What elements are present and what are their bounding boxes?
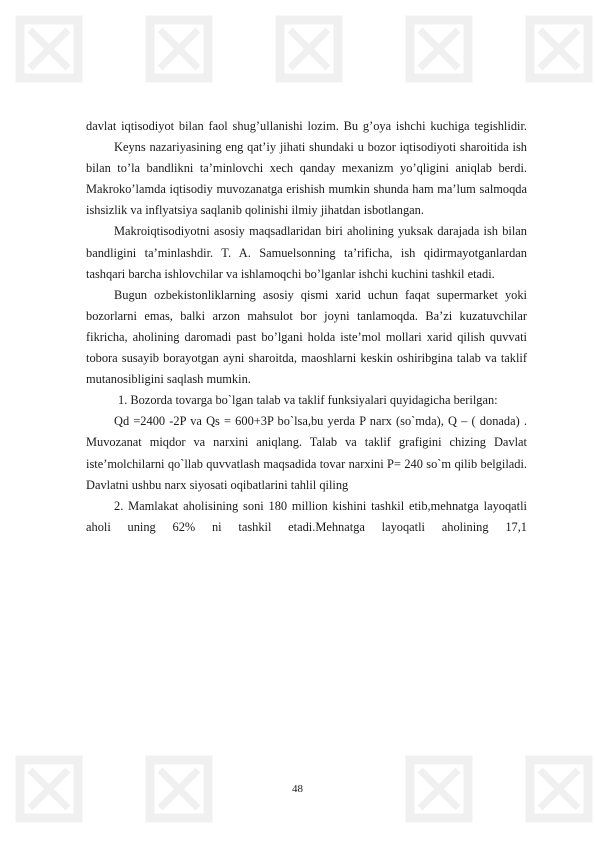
paragraph-1: davlat iqtisodiyot bilan faol shug’ullanishi lozim. Bu g’oya ishchi kuchiga tegishlidir. — [86, 119, 527, 133]
paragraph-2: Keyns nazariyasining eng qat’iy jihati shundaki u bozor iqtisodiyoti sharoitida ish bilan to’la bandlikni ta’minlovchi xech qanday mexanizm yo’qligini aniqlab berdi. Makroko’lamda iqtisodiy muvozanatga erishish mumkin shunda ham ma’lum salmoqda ishsizlik va inflyatsiya saqlanib qolinishi ilmiy jihatdan isbotlangan. — [86, 140, 527, 218]
task-2-body: 2. Mamlakat aholisining soni 180 million kishini tashkil etib,mehnatga layoqatli aholi uning 62% ni tashkil etadi.Mehnatga layoqatli aholining 17,1 — [86, 498, 527, 534]
paragraph-3: Makroiqtisodiyotni asosiy maqsadlaridan biri aholining yuksak darajada ish bilan bandligini ta’minlashdir. T. A. Samuelsonning ta’rificha, ish qidirmayotganlardan tashqari barcha ishlovchilar va ishlamoqchi bo’lganlar ishchi kuchini tashkil etadi. — [86, 224, 527, 281]
paragraph-4: Bugun ozbekistonliklarning asosiy qismi xarid uchun faqat supermarket yoki bozorlarni emas, balki arzon mahsulot bor joyni tanlamoqda. Ba’zi kuzatuvchilar fikricha, aholining daromadi past bo’lgani holda iste’mol mollari xarid qilish quvvati tobora susayib borayotgan ayni sharoitda, maoshlarni keskin oshiribgina talab va taklif mutanosibligini saqlash mumkin. — [86, 287, 527, 387]
task-1-heading: 1. Bozorda tovarga bo`lgan talab va taklif funksiyalari quyidagicha berilgan: — [118, 393, 498, 408]
document-body — [86, 116, 527, 538]
page-number: 48 — [292, 783, 303, 795]
task-1-body: Qd =2400 -2P va Qs = 600+3P bo`lsa,bu yerda P narx (so`mda), Q – ( donada) . Muvozanat miqdor va narxini aniqlang. Talab va taklif grafigini chizing Davlat iste’molchilarni qo`llab quvvatlash maqsadida tovar narxini P= 240 so`m qilib belgiladi. Davlatni ushbu narx siyosati oqibatlarini tahlil qiling — [86, 414, 527, 492]
